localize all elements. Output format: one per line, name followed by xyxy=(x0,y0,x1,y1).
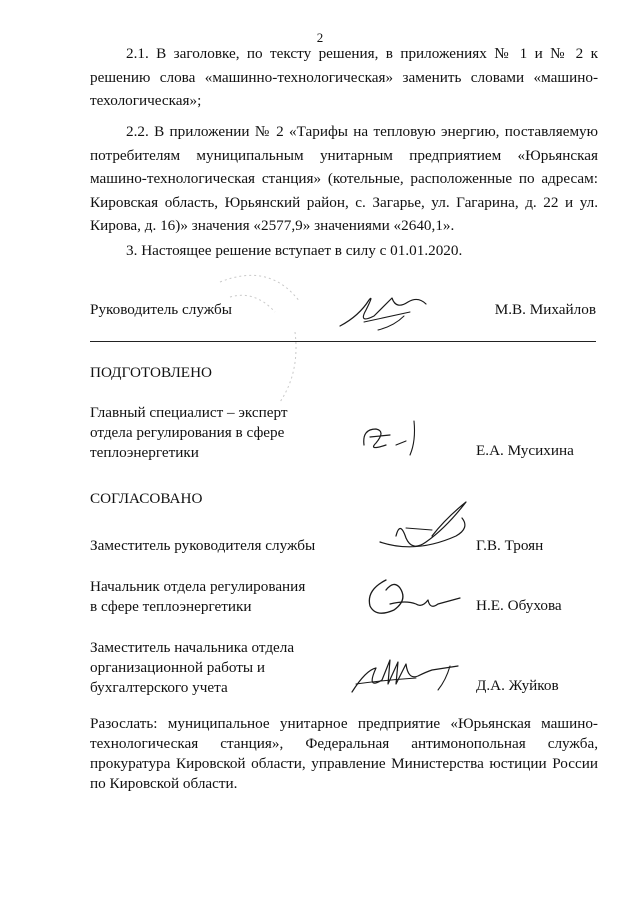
page-number: 2 xyxy=(316,30,324,45)
agreed-signer-3-position-line: бухгалтерского учета xyxy=(90,679,228,696)
agreed-signer-1-signature xyxy=(376,492,472,558)
head-name: М.В. Михайлов xyxy=(494,301,596,318)
agreed-signer-1-position xyxy=(90,536,315,556)
prepared-name: Е.А. Мусихина xyxy=(476,442,574,459)
agreed-signer-3-position xyxy=(90,638,294,698)
agreed-signer-1-name: Г.В. Троян xyxy=(476,537,544,554)
prepared-position-line: отдела регулирования в сфере xyxy=(90,424,285,441)
paragraph-3: 3. Настоящее решение вступает в силу с 01.01.2020. xyxy=(126,242,463,259)
agreed-signer-1-position-line: Заместитель руководителя службы xyxy=(90,537,316,554)
prepared-position-line: Главный специалист – эксперт xyxy=(90,404,288,421)
prepared-position-line: теплоэнергетики xyxy=(90,444,199,461)
agreed-signer-2-name: Н.Е. Обухова xyxy=(476,597,562,614)
agreed-signer-2-position xyxy=(90,577,305,617)
agreed-signer-3-position-line: Заместитель начальника отдела xyxy=(90,639,295,656)
stamp-imprint xyxy=(200,262,320,412)
prepared-signature xyxy=(356,415,436,463)
prepared-heading: ПОДГОТОВЛЕНО xyxy=(90,364,213,381)
agreed-signer-2-position-line: Начальник отдела регулирования xyxy=(90,578,306,595)
agreed-signer-3-position-line: организационной работы и xyxy=(90,659,265,676)
agreed-signer-2-signature xyxy=(360,570,470,622)
divider-line xyxy=(90,341,596,342)
head-signature xyxy=(334,286,444,336)
paragraph-2-1: 2.1. В заголовке, по тексту решения, в приложениях № 1 и № 2 к решению слова «машинно-технологическая» заменить словами «машино-техологическая»; xyxy=(90,45,598,109)
agreed-signer-3-name: Д.А. Жуйков xyxy=(476,677,559,694)
agreed-heading: СОГЛАСОВАНО xyxy=(90,490,203,507)
agreed-signer-2-position-line: в сфере теплоэнергетики xyxy=(90,598,252,615)
distribution-list: Разослать: муниципальное унитарное предприятие «Юрьянская машино-технологическая станция», Федеральная антимонопольная служба, прокуратура Кировской области, управление Министерства юстиции России по Кировской области. xyxy=(90,715,598,792)
prepared-position xyxy=(90,403,288,463)
paragraph-2-2: 2.2. В приложении № 2 «Тарифы на тепловую энергию, поставляемую потребителям муниципальным унитарным предприятием «Юрьянская машино-технологическая станция» (котельные, расположенные по адресам: Кировская область, Юрьянский район, с. Загарье, ул. Гагарина, д. 22 и ул. Кирова, д. 16)» значения «2577,9» значениями «2640,1». xyxy=(90,123,598,234)
head-position: Руководитель службы xyxy=(90,301,232,318)
agreed-signer-3-signature xyxy=(346,650,472,698)
